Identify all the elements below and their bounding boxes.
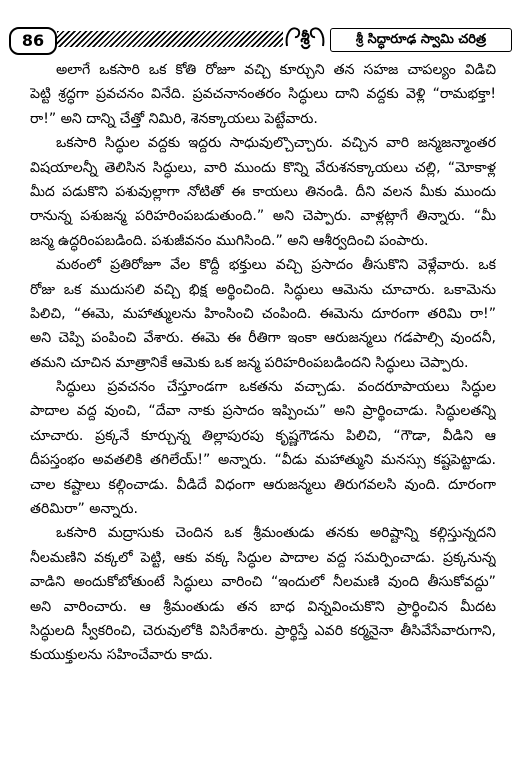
text-line: పాదాల వద్ద వుంచి, “దేవా నాకు ప్రసాదం ఇప్పించు” అని ప్రార్థించాడు. సిద్ధులతన్ని [30,403,496,420]
text-line: పిలిచి, “ఈమె, మహాత్ములను హింసించి చంపింది. ఈమెను దూరంగా తరిమి రా!” [30,305,496,322]
text-line: పెట్టి శ్రద్ధగా ప్రవచనం వినేది. ప్రవచనానంతరం సిద్ధులు దాని వద్దకు వెళ్లి “రామభక్తా! [30,86,496,103]
page-header [0,0,520,52]
text-line: దీపస్తంభం అవతలికి తగిలేయ్!” అన్నారు. “వీడు మహాత్ముని మనస్సు కష్టపెట్టాడు. [30,452,496,469]
text-line: జన్మ ఉద్ధరింపబడింది. పశుజీవనం ముగిసింది.” అని ఆశీర్వదించి పంపారు. [30,232,429,249]
text-line: తమని చూచిన మాత్రానికే ఆమెకు ఒక జన్మ పరిహరింపబడిందని సిద్ధులు చెప్పారు. [30,354,469,371]
text-line: అలాగే ఒకసారి ఒక కోతి రోజూ వచ్చి కూర్చుని తన సహజ చాపల్యం విడిచి [56,62,496,78]
text-line: మఠంలో ప్రతిరోజూ వేల కొద్దీ భక్తులు వచ్చి ప్రసాదం తీసుకొని వెళ్లేవారు. ఒక [56,257,496,274]
text-line: అని వారించారు. ఆ శ్రీమంతుడు తన బాధ విన్నవించుకొని ప్రార్థించిన మీదట [30,598,496,615]
text-line: అని చెప్పి పంపించి వేశారు. ఈమె ఈ రీతిగా ఇంకా ఆరుజన్మలు గడపాల్సి వుందనీ, [30,330,496,347]
text-line: సిద్ధులది స్వీకరించి, చెరువులోకి విసిరేశారు. ప్రార్థిస్తే ఎవరి కర్మనైనా తీసివేసేవారుగాని, [30,622,496,639]
text-line: చాల కష్టాలు కల్గించాడు. వీడిదే విధంగా ఆరుజన్మలు తిరుగవలసి వుంది. దూరంగా [30,476,496,493]
text-line: సిద్ధులు ప్రవచనం చేస్తూండగా ఒకతను వచ్చాడు. వందరూపాయలు సిద్ధుల [56,379,496,396]
text-line: విషయాలన్నీ తెలిసిన సిద్ధులు, వారి ముందు కొన్ని వేరుశనక్కాయలు చల్లి, “మోకాళ్ల [30,159,496,176]
text-line: వాడిని అందుకోబోతుంటే సిద్ధులు వారించి “ఇందులో నీలమణి వుంది తీసుకోవద్దు” [30,574,496,591]
text-line: మీద పడుకొని పశువుల్లాగా నోటితో ఈ కాయలు తినండి. దీని వలన మీకు ముందు [30,183,496,200]
logo-glyph: శ్రీ [300,29,310,49]
text-line: ఒకసారి సిద్ధుల వద్దకు ఇద్దరు సాధువుల్చొచ్చారు. వచ్చిన వారి జన్మజన్మాంతర [56,135,496,152]
sri-logo-frame [283,20,327,50]
text-line: తరిమిరా” అన్నారు. [30,501,139,518]
text-line: రానున్న పశుజన్మ పరిహరింపబడుతుంది.” అని చెప్పారు. వాళ్లట్లాగే తిన్నారు. “మీ [30,208,496,225]
text-line: కుయుక్తులను సహించేవారు కాదు. [30,647,213,664]
page-number: 86 [9,27,57,55]
header-hatch-rule [57,31,283,47]
text-line: రోజు ఒక ముదుసలి వచ్చి భిక్ష అర్థించింది. సిద్ధులు ఆమెను చూచారు. ఒకామెను [30,281,496,298]
text-line: నీలమణిని వక్కలో పెట్టి, ఆకు వక్క సిద్ధుల పాదాల వద్ద సమర్పించాడు. ప్రక్కనున్న [30,549,496,566]
text-line: ఒకసారి మద్రాసుకు చెందిన ఒక శ్రీమంతుడు తనకు అరిష్టాన్ని కల్గిస్తున్నదని [56,525,496,542]
text-line: రా!” అని దాన్ని చేత్తో నిమిరి, శెనక్కాయలు పెట్టేవారు. [30,110,318,127]
page-body [30,58,496,758]
book-title: శ్రీ సిద్ధారూఢ స్వామి చరిత్ర [330,28,512,52]
sri-logo [283,20,327,50]
text-line: చూచారు. ప్రక్కనే కూర్చున్న తిల్లాపురపు కృష్ణగౌడను పిలిచి, “గౌడా, వీడిని ఆ [30,427,496,444]
